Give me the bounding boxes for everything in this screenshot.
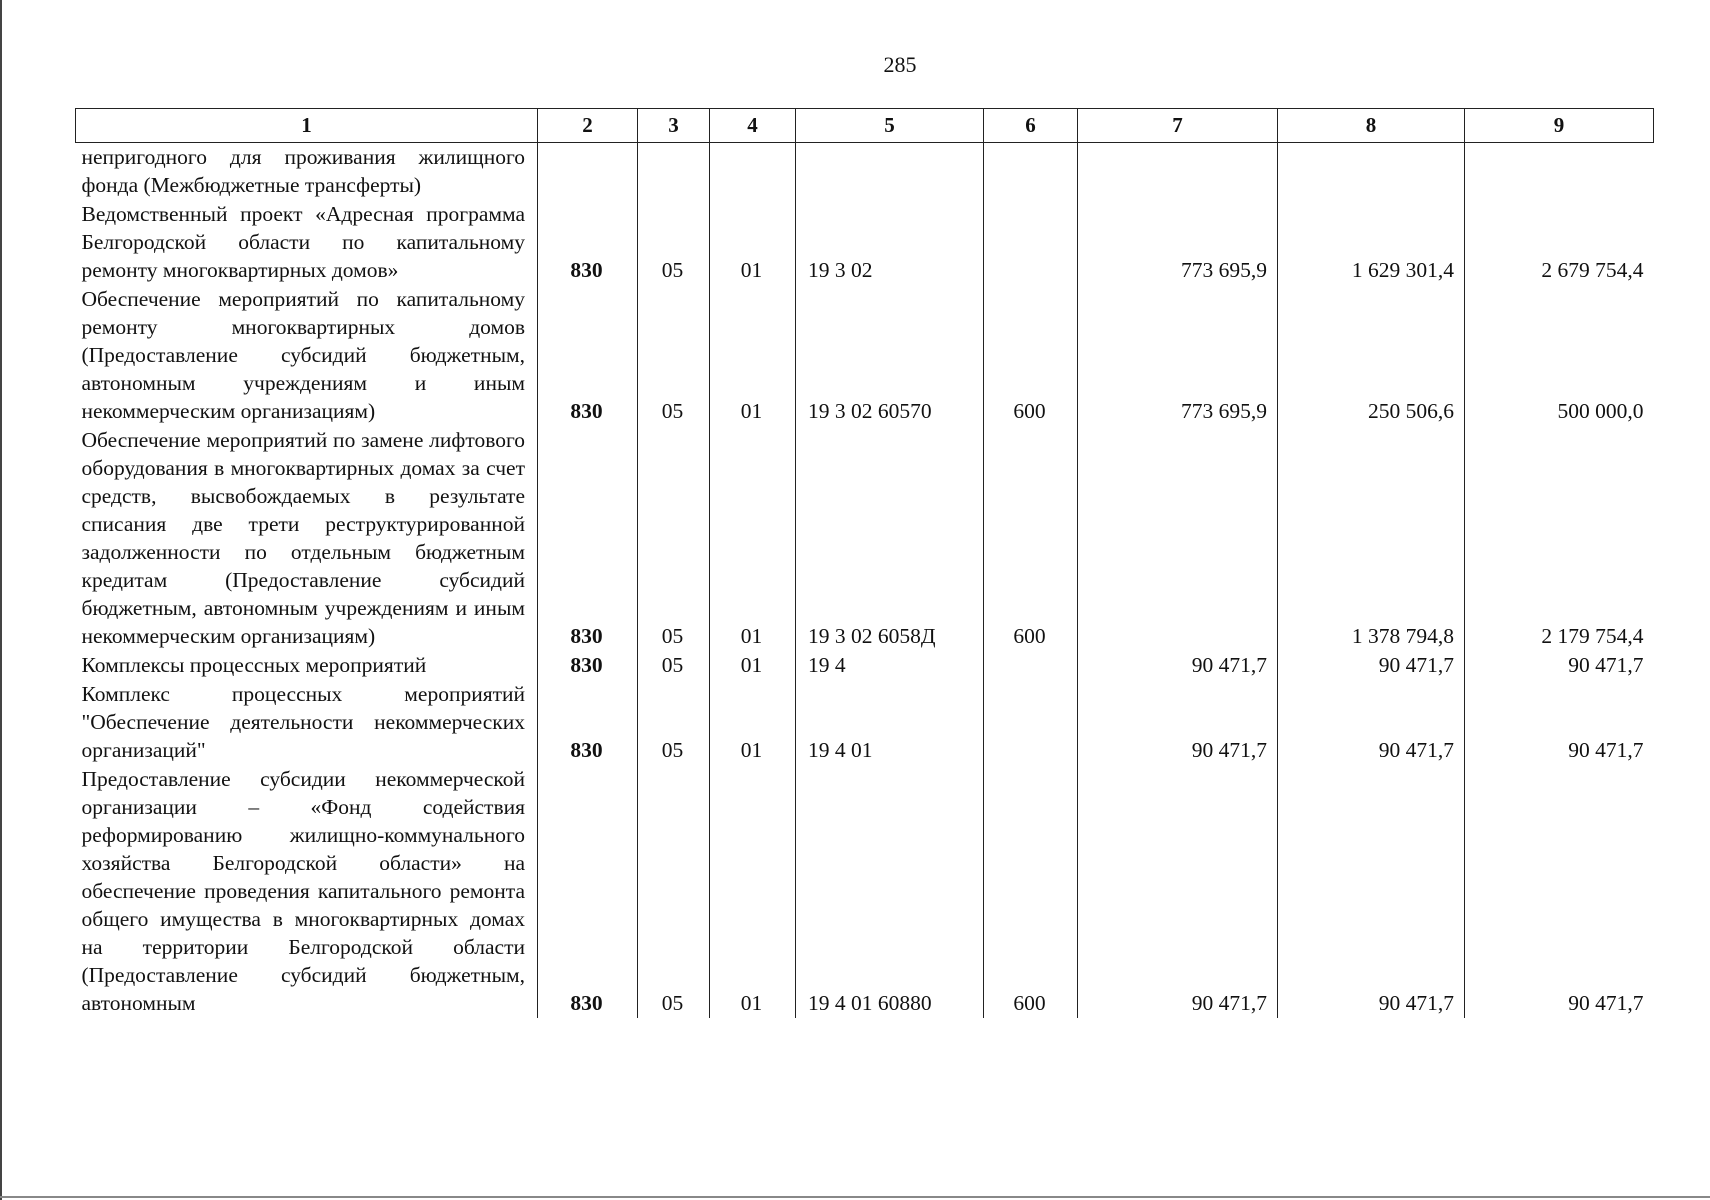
cell-amount-col8: 250 506,6 [1278,285,1465,426]
cell-amount-col7: 90 471,7 [1078,680,1278,765]
header-col-9: 9 [1465,109,1654,143]
header-col-2: 2 [538,109,638,143]
cell-amount-col9: 2 179 754,4 [1465,426,1654,651]
cell-amount-col9: 90 471,7 [1465,651,1654,680]
cell-ministry-code [538,143,638,201]
table-row [76,285,1654,426]
cell-amount-col7: 773 695,9 [1078,285,1278,426]
header-col-4: 4 [710,109,796,143]
header-col-3: 3 [638,109,710,143]
cell-expense-type [984,143,1078,201]
row-name: Обеспечение мероприятий по замене лифтового оборудования в многоквартирных домах за счет средств, высвобождаемых в результате списания две трети реструктурированной задолженности по отдельным бюджетным кредитам (Предоставление субсидий бюджетным, автономным учреждениям и иным некоммерческим организациям) [81,428,525,648]
table-row [76,143,1654,201]
row-name: Комплексы процессных мероприятий [81,653,427,677]
cell-subsection: 01 [710,426,796,651]
cell-amount-col8: 1 629 301,4 [1278,200,1465,285]
cell-expense-type [984,651,1078,680]
cell-section: 05 [638,765,710,1018]
cell-amount-col8 [1278,143,1465,201]
cell-amount-col8: 90 471,7 [1278,680,1465,765]
header-col-6: 6 [984,109,1078,143]
cell-target-article: 19 4 [796,651,984,680]
header-col-8: 8 [1278,109,1465,143]
cell-amount-col8: 90 471,7 [1278,651,1465,680]
table-header [76,109,1654,143]
cell-ministry-code: 830 [538,765,638,1018]
row-name: Ведомственный проект «Адресная программа Белгородской области по капитальному ремонту многоквартирных домов» [81,202,525,282]
cell-amount-col9: 90 471,7 [1465,680,1654,765]
cell-amount-col8: 1 378 794,8 [1278,426,1465,651]
scan-bottom-edge [0,1196,1710,1198]
cell-amount-col8: 90 471,7 [1278,765,1465,1018]
scan-left-edge [0,0,2,1200]
header-col-7: 7 [1078,109,1278,143]
cell-ministry-code: 830 [538,680,638,765]
table-row [76,651,1654,680]
row-name: Предоставление субсидии некоммерческой организации – «Фонд содействия реформированию жилищно-коммунального хозяйства Белгородской области» на обеспечение проведения капитального ремонта общего имущества в многоквартирных домах на территории Белгородской области (Предоставление субсидий бюджетным, автономным [81,767,525,1015]
cell-subsection: 01 [710,200,796,285]
cell-ministry-code: 830 [538,200,638,285]
cell-amount-col9: 500 000,0 [1465,285,1654,426]
table-row [76,426,1654,651]
cell-expense-type: 600 [984,765,1078,1018]
header-col-1: 1 [76,109,538,143]
cell-section: 05 [638,285,710,426]
table-body [76,143,1654,1019]
cell-expense-type [984,680,1078,765]
page-number: 285 [883,52,917,77]
cell-amount-col7: 90 471,7 [1078,651,1278,680]
cell-amount-col9: 90 471,7 [1465,765,1654,1018]
cell-target-article: 19 3 02 60570 [796,285,984,426]
table-row [76,200,1654,285]
cell-ministry-code: 830 [538,285,638,426]
cell-section: 05 [638,680,710,765]
cell-amount-col9 [1465,143,1654,201]
cell-section: 05 [638,426,710,651]
row-name: Обеспечение мероприятий по капитальному ремонту многоквартирных домов (Предоставление субсидий бюджетным, автономным учреждениям и иным некоммерческим организациям) [81,287,525,423]
cell-subsection: 01 [710,285,796,426]
cell-subsection: 01 [710,680,796,765]
cell-subsection: 01 [710,765,796,1018]
cell-target-article: 19 4 01 [796,680,984,765]
row-name: Комплекс процессных мероприятий "Обеспечение деятельности некоммерческих организаций" [81,682,525,762]
cell-subsection [710,143,796,201]
cell-section: 05 [638,200,710,285]
budget-table [75,108,1654,1018]
cell-expense-type: 600 [984,285,1078,426]
budget-table-container [75,108,1653,1018]
header-col-5: 5 [796,109,984,143]
cell-amount-col9: 2 679 754,4 [1465,200,1654,285]
cell-target-article [796,143,984,201]
cell-section: 05 [638,651,710,680]
cell-ministry-code: 830 [538,651,638,680]
cell-amount-col7 [1078,426,1278,651]
cell-expense-type: 600 [984,426,1078,651]
cell-amount-col7 [1078,143,1278,201]
cell-ministry-code: 830 [538,426,638,651]
table-row [76,680,1654,765]
header-row [76,109,1654,143]
cell-target-article: 19 4 01 60880 [796,765,984,1018]
cell-subsection: 01 [710,651,796,680]
cell-amount-col7: 90 471,7 [1078,765,1278,1018]
cell-section [638,143,710,201]
cell-target-article: 19 3 02 6058Д [796,426,984,651]
cell-target-article: 19 3 02 [796,200,984,285]
table-row [76,765,1654,1018]
cell-expense-type [984,200,1078,285]
row-name: непригодного для проживания жилищного фонда (Межбюджетные трансферты) [81,145,525,197]
cell-amount-col7: 773 695,9 [1078,200,1278,285]
